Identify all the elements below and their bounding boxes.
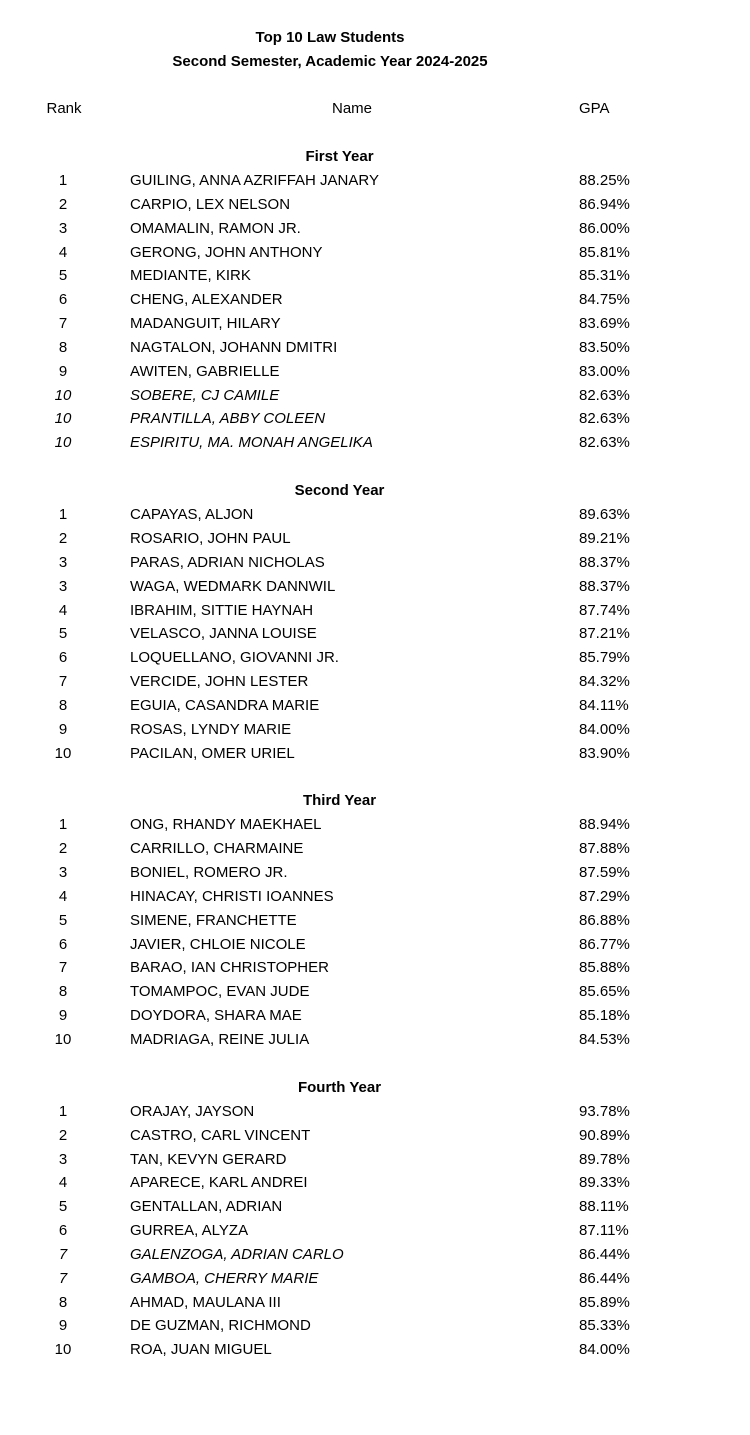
table-row <box>0 407 750 431</box>
rank-cell: 8 <box>58 696 68 714</box>
title-line-1: Top 10 Law Students <box>255 29 405 46</box>
table-row <box>0 360 750 384</box>
rank-cell: 4 <box>58 1174 68 1192</box>
rankings-list <box>0 121 750 1362</box>
name-cell: BARAO, IAN CHRISTOPHER <box>130 959 329 977</box>
table-row <box>0 1243 750 1267</box>
gpa-cell: 85.79% <box>579 649 630 667</box>
rank-cell: 10 <box>54 1031 72 1048</box>
gpa-cell: 85.65% <box>579 983 630 1001</box>
gpa-cell: 87.88% <box>579 840 630 858</box>
table-row <box>0 169 750 193</box>
gpa-cell: 88.25% <box>579 172 630 189</box>
name-cell: ONG, RHANDY MAEKHAEL <box>130 816 322 834</box>
name-cell: AHMAD, MAULANA III <box>130 1293 281 1311</box>
gpa-cell: 83.90% <box>579 744 630 762</box>
table-row <box>0 861 750 885</box>
table-row <box>0 575 750 599</box>
name-cell: PARAS, ADRIAN NICHOLAS <box>130 553 325 571</box>
column-header-row <box>0 97 750 121</box>
name-cell: TOMAMPOC, EVAN JUDE <box>130 983 310 1001</box>
rank-cell: 7 <box>58 1269 68 1287</box>
name-cell: ORAJAY, JAYSON <box>130 1102 255 1120</box>
name-cell: GURREA, ALYZA <box>130 1222 249 1240</box>
name-cell: GERONG, JOHN ANTHONY <box>130 243 323 261</box>
year-section <box>0 479 750 765</box>
table-row <box>0 241 750 265</box>
name-cell: TAN, KEVYN GERARD <box>130 1150 287 1168</box>
name-cell: AWITEN, GABRIELLE <box>130 362 280 380</box>
table-row <box>0 885 750 909</box>
name-cell: GALENZOGA, ADRIAN CARLO <box>130 1245 344 1263</box>
name-cell: CASTRO, CARL VINCENT <box>130 1126 311 1144</box>
rank-cell: 5 <box>58 267 68 285</box>
rank-cell: 9 <box>58 720 68 738</box>
table-row <box>0 1267 750 1291</box>
table-row <box>0 1148 750 1172</box>
name-cell: PRANTILLA, ABBY COLEEN <box>130 410 326 428</box>
gpa-cell: 84.32% <box>579 673 630 691</box>
gpa-cell: 82.63% <box>579 410 630 428</box>
table-row <box>0 1195 750 1219</box>
document-title <box>0 26 660 73</box>
rank-cell: 10 <box>54 744 72 762</box>
table-row <box>0 264 750 288</box>
gpa-cell: 89.33% <box>579 1174 630 1192</box>
name-cell: MADANGUIT, HILARY <box>130 315 281 333</box>
rank-cell: 10 <box>54 434 72 452</box>
name-cell: JAVIER, CHLOIE NICOLE <box>130 935 306 953</box>
rank-cell: 4 <box>58 887 68 905</box>
section-title: Second Year <box>294 482 385 500</box>
rank-cell: 3 <box>58 1150 68 1168</box>
gpa-cell: 86.94% <box>579 195 630 213</box>
gpa-cell: 85.31% <box>579 267 630 285</box>
name-cell: VELASCO, JANNA LOUISE <box>130 625 317 643</box>
rank-cell: 6 <box>58 935 68 953</box>
rank-cell: 5 <box>58 911 68 929</box>
name-cell: IBRAHIM, SITTIE HAYNAH <box>130 601 314 619</box>
table-row <box>0 1171 750 1195</box>
name-cell: HINACAY, CHRISTI IOANNES <box>130 887 334 905</box>
name-cell: ESPIRITU, MA. MONAH ANGELIKA <box>130 434 373 452</box>
table-row <box>0 312 750 336</box>
table-row <box>0 837 750 861</box>
gpa-cell: 89.63% <box>579 506 630 524</box>
table-row <box>0 1314 750 1338</box>
gpa-cell: 87.74% <box>579 601 630 619</box>
gpa-cell: 85.18% <box>579 1007 630 1025</box>
gpa-cell: 84.75% <box>579 291 630 309</box>
name-cell: VERCIDE, JOHN LESTER <box>130 673 309 691</box>
table-row <box>0 1028 750 1052</box>
name-cell: OMAMALIN, RAMON JR. <box>130 219 301 237</box>
rank-cell: 7 <box>58 959 68 977</box>
rank-cell: 2 <box>58 1126 68 1144</box>
rank-cell: 6 <box>58 649 68 667</box>
rank-cell: 2 <box>58 529 68 547</box>
table-row <box>0 1291 750 1315</box>
gpa-cell: 87.59% <box>579 864 630 882</box>
table-row <box>0 980 750 1004</box>
rank-cell: 10 <box>54 1341 72 1359</box>
table-row <box>0 1124 750 1148</box>
rank-cell: 7 <box>58 673 68 691</box>
table-row <box>0 718 750 742</box>
table-row <box>0 933 750 957</box>
gpa-cell: 87.11% <box>579 1222 629 1240</box>
gpa-cell: 85.88% <box>579 959 630 977</box>
name-cell: PACILAN, OMER URIEL <box>130 744 295 762</box>
gpa-cell: 83.69% <box>579 315 630 333</box>
gpa-cell: 84.00% <box>579 720 630 738</box>
name-cell: NAGTALON, JOHANN DMITRI <box>130 338 338 356</box>
year-section <box>0 789 750 1051</box>
gpa-cell: 89.21% <box>579 529 630 547</box>
column-header-rank: Rank <box>46 100 82 117</box>
name-cell: DE GUZMAN, RICHMOND <box>130 1317 311 1335</box>
name-cell: MEDIANTE, KIRK <box>130 267 251 285</box>
name-cell: SIMENE, FRANCHETTE <box>130 911 297 929</box>
rank-cell: 1 <box>58 1102 68 1120</box>
rank-cell: 1 <box>58 172 68 189</box>
table-row <box>0 646 750 670</box>
gpa-cell: 85.81% <box>579 243 630 261</box>
gpa-cell: 86.88% <box>579 911 630 929</box>
table-row <box>0 503 750 527</box>
rank-cell: 5 <box>58 625 68 643</box>
gpa-cell: 87.29% <box>579 887 630 905</box>
table-row <box>0 909 750 933</box>
gpa-cell: 85.33% <box>579 1317 630 1335</box>
name-cell: ROSARIO, JOHN PAUL <box>130 529 291 547</box>
name-cell: GUILING, ANNA AZRIFFAH JANARY <box>130 172 379 189</box>
table-row <box>0 622 750 646</box>
gpa-cell: 88.37% <box>579 577 630 595</box>
year-section <box>0 1076 750 1362</box>
name-cell: SOBERE, CJ CAMILE <box>130 386 280 404</box>
rank-cell: 5 <box>58 1198 68 1216</box>
rank-cell: 8 <box>58 983 68 1001</box>
name-cell: BONIEL, ROMERO JR. <box>130 864 288 882</box>
table-row <box>0 288 750 312</box>
column-header-gpa: GPA <box>579 100 610 117</box>
year-section <box>0 145 750 455</box>
gpa-cell: 84.00% <box>579 1341 630 1359</box>
table-row <box>0 694 750 718</box>
name-cell: CARPIO, LEX NELSON <box>130 195 291 213</box>
column-header-name: Name <box>331 100 372 117</box>
name-cell: GAMBOA, CHERRY MARIE <box>130 1269 319 1287</box>
name-cell: APARECE, KARL ANDREI <box>130 1174 308 1192</box>
name-cell: CAPAYAS, ALJON <box>130 506 254 524</box>
table-row <box>0 336 750 360</box>
name-cell: GENTALLAN, ADRIAN <box>130 1198 283 1216</box>
table-row <box>0 527 750 551</box>
name-cell: CHENG, ALEXANDER <box>130 291 283 309</box>
table-row <box>0 193 750 217</box>
section-title: Third Year <box>302 792 377 810</box>
table-row <box>0 1219 750 1243</box>
rank-cell: 4 <box>58 601 68 619</box>
table-row <box>0 742 750 766</box>
rank-cell: 9 <box>58 1317 68 1335</box>
section-title: First Year <box>305 148 374 165</box>
rank-cell: 9 <box>58 1007 68 1025</box>
gpa-cell: 90.89% <box>579 1126 630 1144</box>
rank-cell: 4 <box>58 243 68 261</box>
gpa-cell: 83.50% <box>579 338 630 356</box>
rank-cell: 3 <box>58 219 68 237</box>
table-row <box>0 551 750 575</box>
table-row <box>0 384 750 408</box>
gpa-cell: 88.11% <box>579 1198 629 1216</box>
table-row <box>0 813 750 837</box>
rank-cell: 3 <box>58 553 68 571</box>
rank-cell: 6 <box>58 1222 68 1240</box>
rank-cell: 10 <box>54 410 72 428</box>
gpa-cell: 83.00% <box>579 362 630 380</box>
rank-cell: 8 <box>58 1293 68 1311</box>
gpa-cell: 87.21% <box>579 625 630 643</box>
table-row <box>0 1338 750 1362</box>
rank-cell: 1 <box>58 816 68 834</box>
gpa-cell: 88.94% <box>579 816 630 834</box>
rank-cell: 10 <box>54 386 72 404</box>
rank-cell: 3 <box>58 577 68 595</box>
table-row <box>0 217 750 241</box>
name-cell: WAGA, WEDMARK DANNWIL <box>130 577 336 595</box>
rank-cell: 1 <box>58 506 68 524</box>
gpa-cell: 93.78% <box>579 1102 630 1120</box>
rank-cell: 9 <box>58 362 68 380</box>
rank-cell: 2 <box>58 840 68 858</box>
table-row <box>0 956 750 980</box>
rank-cell: 8 <box>58 338 68 356</box>
table-row <box>0 1004 750 1028</box>
name-cell: ROA, JUAN MIGUEL <box>130 1341 272 1359</box>
gpa-cell: 86.44% <box>579 1245 630 1263</box>
rank-cell: 2 <box>58 195 68 213</box>
title-line-2: Second Semester, Academic Year 2024-2025 <box>172 52 488 70</box>
rank-cell: 7 <box>58 1245 68 1263</box>
rank-cell: 3 <box>58 864 68 882</box>
name-cell: DOYDORA, SHARA MAE <box>130 1007 302 1025</box>
name-cell: LOQUELLANO, GIOVANNI JR. <box>130 649 339 667</box>
gpa-cell: 84.11% <box>579 696 629 714</box>
section-title: Fourth Year <box>297 1078 382 1096</box>
table-row <box>0 670 750 694</box>
gpa-cell: 86.00% <box>579 219 630 237</box>
name-cell: EGUIA, CASANDRA MARIE <box>130 696 320 714</box>
gpa-cell: 82.63% <box>579 386 630 404</box>
gpa-cell: 86.77% <box>579 935 630 953</box>
table-row <box>0 599 750 623</box>
name-cell: MADRIAGA, REINE JULIA <box>130 1031 310 1048</box>
gpa-cell: 84.53% <box>579 1031 630 1048</box>
gpa-cell: 82.63% <box>579 434 630 452</box>
gpa-cell: 86.44% <box>579 1269 630 1287</box>
rank-cell: 7 <box>58 315 68 333</box>
rank-cell: 6 <box>58 291 68 309</box>
name-cell: CARRILLO, CHARMAINE <box>130 840 304 858</box>
name-cell: ROSAS, LYNDY MARIE <box>130 720 292 738</box>
table-row <box>0 431 750 455</box>
gpa-cell: 89.78% <box>579 1150 630 1168</box>
gpa-cell: 88.37% <box>579 553 630 571</box>
gpa-cell: 85.89% <box>579 1293 630 1311</box>
table-row <box>0 1100 750 1124</box>
